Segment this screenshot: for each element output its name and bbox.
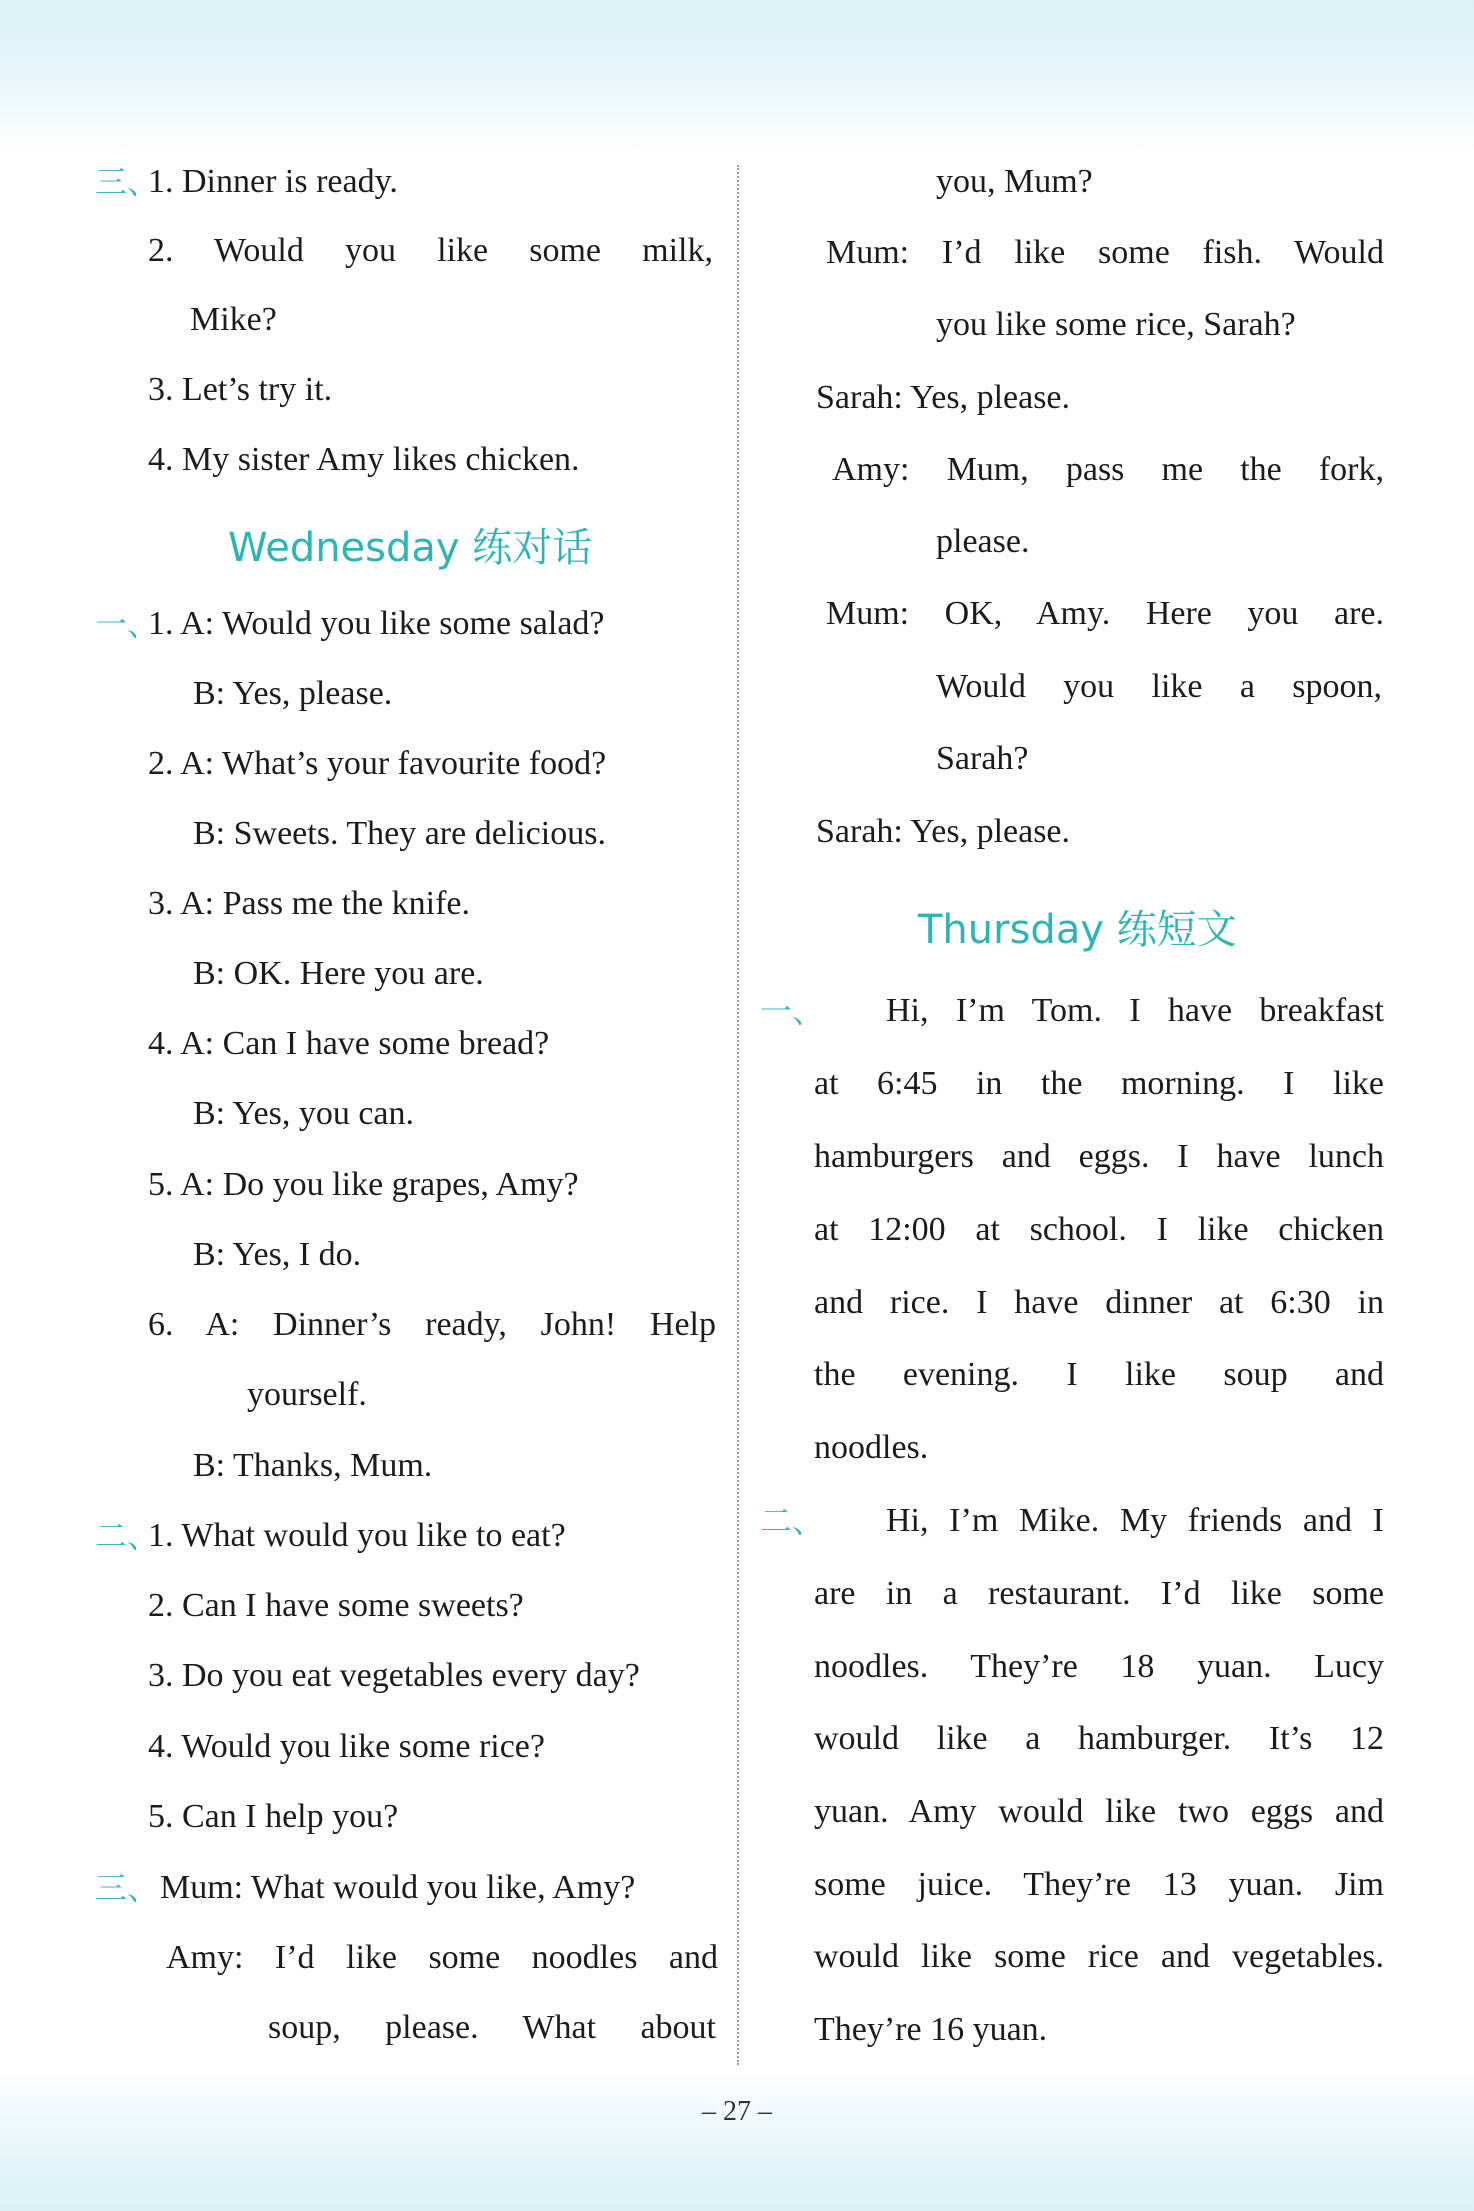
dialog-line: Sarah?	[936, 740, 1029, 777]
answer-line: yourself.	[247, 1376, 367, 1413]
dialog-line: Mum: I’d like some fish. Would	[826, 234, 1384, 271]
passage-line: and rice. I have dinner at 6:30 in	[814, 1284, 1384, 1321]
dialog-line: you, Mum?	[936, 163, 1093, 200]
dialog-line: Mum: OK, Amy. Here you are.	[826, 595, 1384, 632]
section-marker-1-right: 一、	[760, 992, 825, 1030]
dialog-line: soup, please. What about	[268, 2009, 716, 2046]
passage-line: would like a hamburger. It’s 12	[814, 1720, 1384, 1757]
section-marker-3a: 三、	[95, 163, 160, 201]
dialog-line: Mum: What would you like, Amy?	[160, 1869, 636, 1906]
answer-line: 4. Would you like some rice?	[148, 1728, 545, 1765]
answer-line: 2. Can I have some sweets?	[148, 1587, 524, 1624]
section-marker-1: 一、	[95, 605, 160, 643]
dialog-line: Sarah: Yes, please.	[816, 813, 1071, 850]
passage-line: They’re 16 yuan.	[814, 2011, 1048, 2048]
answer-line: 1. A: Would you like some salad?	[148, 605, 605, 642]
passage-line: Hi, I’m Mike. My friends and I	[886, 1502, 1384, 1539]
passage-line: noodles. They’re 18 yuan. Lucy	[814, 1648, 1384, 1685]
passage-line: some juice. They’re 13 yuan. Jim	[814, 1866, 1384, 1903]
passage-line: the evening. I like soup and	[814, 1356, 1384, 1393]
answer-line: B: OK. Here you are.	[193, 955, 484, 992]
answer-line: 4. A: Can I have some bread?	[148, 1025, 550, 1062]
answer-line: 2. Would you like some milk,	[148, 232, 713, 269]
answer-line: 5. A: Do you like grapes, Amy?	[148, 1166, 579, 1203]
answer-line: B: Sweets. They are delicious.	[193, 815, 606, 852]
passage-line: yuan. Amy would like two eggs and	[814, 1793, 1384, 1830]
passage-line: at 12:00 at school. I like chicken	[814, 1211, 1384, 1248]
wednesday-heading: Wednesday 练对话	[228, 525, 593, 571]
passage-line: would like some rice and vegetables.	[814, 1938, 1384, 1975]
answer-line: 2. A: What’s your favourite food?	[148, 745, 607, 782]
answer-line: 3. Do you eat vegetables every day?	[148, 1657, 640, 1694]
dialog-line: Amy: Mum, pass me the fork,	[832, 451, 1384, 488]
section-marker-2: 二、	[95, 1517, 160, 1555]
answer-line: 1. What would you like to eat?	[148, 1517, 566, 1554]
passage-line: are in a restaurant. I’d like some	[814, 1575, 1384, 1612]
passage-line: hamburgers and eggs. I have lunch	[814, 1138, 1384, 1175]
dialog-line: Would you like a spoon,	[936, 668, 1382, 705]
dialog-line: please.	[936, 523, 1030, 560]
dialog-line: Sarah: Yes, please.	[816, 379, 1071, 416]
answer-line: B: Thanks, Mum.	[193, 1447, 433, 1484]
dialog-line: you like some rice, Sarah?	[936, 306, 1296, 343]
answer-line: 5. Can I help you?	[148, 1798, 399, 1835]
page-number: – 27 –	[702, 2096, 772, 2127]
answer-line: B: Yes, you can.	[193, 1095, 415, 1132]
section-marker-2-right: 二、	[760, 1502, 825, 1540]
answer-line: 4. My sister Amy likes chicken.	[148, 441, 580, 478]
answer-line: 3. Let’s try it.	[148, 371, 333, 408]
thursday-heading: Thursday 练短文	[918, 907, 1237, 953]
answer-line: B: Yes, please.	[193, 675, 393, 712]
bottom-decor-band	[0, 2071, 1474, 2211]
section-marker-3b: 三、	[95, 1869, 160, 1907]
passage-line: at 6:45 in the morning. I like	[814, 1065, 1384, 1102]
answer-line: B: Yes, I do.	[193, 1236, 362, 1273]
column-divider	[737, 165, 739, 2065]
passage-line: noodles.	[814, 1429, 929, 1466]
dialog-line: Amy: I’d like some noodles and	[166, 1939, 718, 1976]
passage-line: Hi, I’m Tom. I have breakfast	[886, 992, 1384, 1029]
answer-line: 1. Dinner is ready.	[148, 163, 398, 200]
top-decor-band	[0, 0, 1474, 150]
answer-line: Mike?	[190, 301, 277, 338]
answer-line: 6. A: Dinner’s ready, John! Help	[148, 1306, 716, 1343]
answer-line: 3. A: Pass me the knife.	[148, 885, 471, 922]
